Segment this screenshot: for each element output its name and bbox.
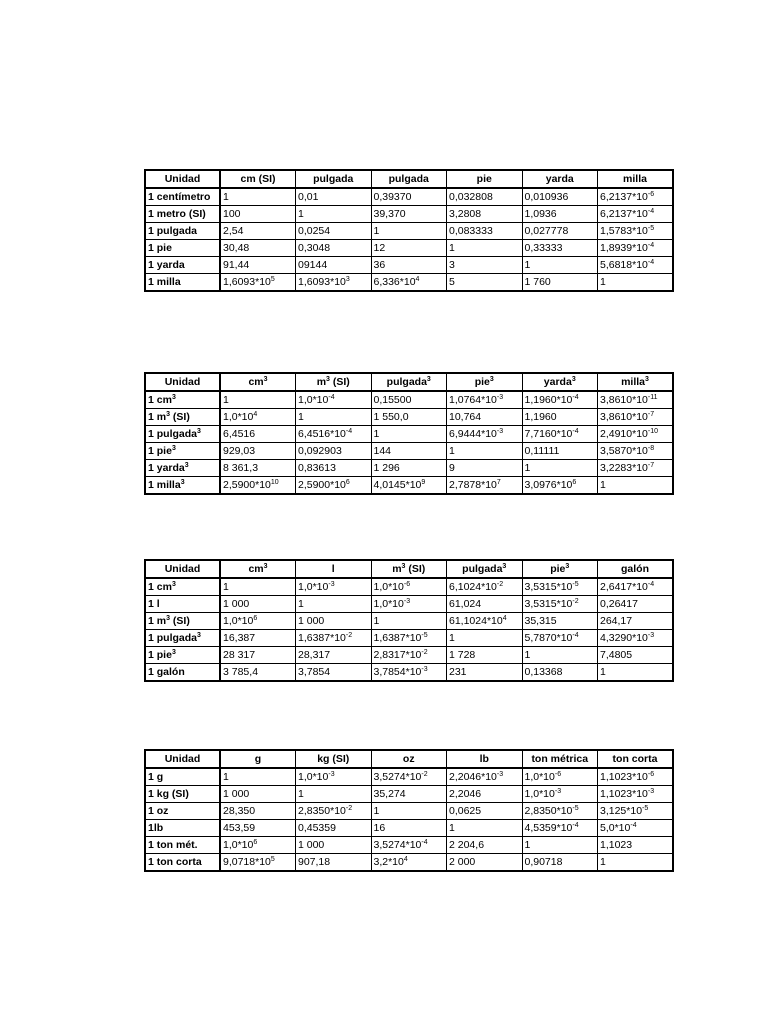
table-cell: 3,7854 xyxy=(296,664,372,682)
table-cell: $3,5274*10^{-4}$ xyxy=(371,837,447,854)
table-cell: $2,8317*10^{-2}$ xyxy=(371,647,447,664)
table-cell: 1 xyxy=(598,854,674,872)
table-cell: 7,4805 xyxy=(598,647,674,664)
table-cell: $2,7878*10^7$ xyxy=(447,477,523,495)
table-cell: $2,5900*10^{10}$ xyxy=(220,477,296,495)
row-label: 1 ton corta xyxy=(145,854,220,872)
table-cell: 1 000 xyxy=(296,613,372,630)
table-cell: $6,9444*10^{-3}$ xyxy=(447,426,523,443)
table-header-row xyxy=(145,750,673,768)
table-cell: 1 xyxy=(296,596,372,613)
table-cell: $3,125*10^{-5}$ xyxy=(598,803,674,820)
row-label: 1 ton mét. xyxy=(145,837,220,854)
table-cell: 0,45359 xyxy=(296,820,372,837)
table-cell: $3,5274*10^{-2}$ xyxy=(371,768,447,786)
table-cell: $3,0976*10^6$ xyxy=(522,477,598,495)
column-header: $m^3$ (SI) xyxy=(371,560,447,578)
table-cell: 30,48 xyxy=(220,240,296,257)
table-header-row xyxy=(145,373,673,391)
table-row xyxy=(145,854,673,872)
table-cell: 0,83613 xyxy=(296,460,372,477)
table-cell: 1 xyxy=(371,803,447,820)
table-cell: 907,18 xyxy=(296,854,372,872)
table-cell: $1,0764*10^{-3}$ xyxy=(447,391,523,409)
table-row xyxy=(145,596,673,613)
column-header: cm (SI) xyxy=(220,170,296,188)
row-label: 1 pie xyxy=(145,240,220,257)
table-cell: 16,387 xyxy=(220,630,296,647)
table-cell: 100 xyxy=(220,206,296,223)
table-cell: $1,0*10^{-6}$ xyxy=(371,578,447,596)
column-header: pie$^3$ xyxy=(522,560,598,578)
table-cell: 1 728 xyxy=(447,647,523,664)
length-conversion-table xyxy=(144,169,674,292)
table-cell: $3,2*10^4$ xyxy=(371,854,447,872)
table-cell: 0,01 xyxy=(296,188,372,206)
table-cell: $1,1023*10^{-3}$ xyxy=(598,786,674,803)
table-cell: $1,6387*10^{-2}$ xyxy=(296,630,372,647)
row-label: 1lb xyxy=(145,820,220,837)
table-cell: $3,2283*10^{-7}$ xyxy=(598,460,674,477)
table-cell: $1,0*10^{-3}$ xyxy=(296,768,372,786)
table-cell: $7,7160*10^{-4}$ xyxy=(522,426,598,443)
table-cell: 28,350 xyxy=(220,803,296,820)
table-cell: 0,15500 xyxy=(371,391,447,409)
table-cell: $1,0*10^{-4}$ xyxy=(296,391,372,409)
table-cell: 1 xyxy=(220,578,296,596)
table-cell: 0,010936 xyxy=(522,188,598,206)
table-cell: 8 361,3 xyxy=(220,460,296,477)
column-header: pie$^3$ xyxy=(447,373,523,391)
table-cell: 1 xyxy=(371,223,447,240)
table-cell: $4,3290*10^{-3}$ xyxy=(598,630,674,647)
table-cell: 144 xyxy=(371,443,447,460)
table-row xyxy=(145,837,673,854)
table-cell: $1,6093*10^3$ xyxy=(296,274,372,292)
column-header: lb xyxy=(447,750,523,768)
row-label: 1 metro (SI) xyxy=(145,206,220,223)
row-label: 1 pie$^3$ xyxy=(145,647,220,664)
column-header: pulgada xyxy=(296,170,372,188)
table-cell: 3 xyxy=(447,257,523,274)
mass-conversion-table xyxy=(144,749,674,872)
column-header: milla xyxy=(598,170,674,188)
table-cell: 36 xyxy=(371,257,447,274)
column-header: pulgada$^3$ xyxy=(371,373,447,391)
table-cell: 0,083333 xyxy=(447,223,523,240)
table-cell: $4,0145*10^9$ xyxy=(371,477,447,495)
table-cell: $6,4516*10^{-4}$ xyxy=(296,426,372,443)
table-cell: 0,092903 xyxy=(296,443,372,460)
table-row xyxy=(145,613,673,630)
table-cell: $2,8350*10^{-5}$ xyxy=(522,803,598,820)
table-cell: $6,1024*10^{-2}$ xyxy=(447,578,523,596)
column-header: pulgada$^3$ xyxy=(447,560,523,578)
table-cell: 0,0254 xyxy=(296,223,372,240)
column-header: Unidad xyxy=(145,373,220,391)
table-cell: $5,0*10^{-4}$ xyxy=(598,820,674,837)
column-header: ton métrica xyxy=(522,750,598,768)
table-cell: 1 550,0 xyxy=(371,409,447,426)
table-cell: 1 xyxy=(296,786,372,803)
column-header: kg (SI) xyxy=(296,750,372,768)
table-cell: $1,5783*10^{-5}$ xyxy=(598,223,674,240)
row-label: 1 milla$^3$ xyxy=(145,477,220,495)
table-cell: $6,336*10^4$ xyxy=(371,274,447,292)
column-header: g xyxy=(220,750,296,768)
column-header: $cm^3$ xyxy=(220,373,296,391)
row-label: 1 pie$^3$ xyxy=(145,443,220,460)
table-cell: 1 xyxy=(447,240,523,257)
table-row xyxy=(145,460,673,477)
row-label: 1 milla xyxy=(145,274,220,292)
row-label: 1 yarda xyxy=(145,257,220,274)
table-cell: 1,1960 xyxy=(522,409,598,426)
table-row xyxy=(145,803,673,820)
table-cell: 35,274 xyxy=(371,786,447,803)
table-cell: $1,1960*10^{-4}$ xyxy=(522,391,598,409)
table-cell: $6,2137*10^{-6}$ xyxy=(598,188,674,206)
table-cell: 1 xyxy=(371,426,447,443)
table-cell: 2 204,6 xyxy=(447,837,523,854)
table-cell: 1 xyxy=(296,206,372,223)
table-cell: 929,03 xyxy=(220,443,296,460)
column-header: l xyxy=(296,560,372,578)
table-row xyxy=(145,820,673,837)
table-cell: $4,5359*10^{-4}$ xyxy=(522,820,598,837)
table-cell: 12 xyxy=(371,240,447,257)
table-cell: $2,4910*10^{-10}$ xyxy=(598,426,674,443)
table-row xyxy=(145,274,673,292)
column-header: $cm^3$ xyxy=(220,560,296,578)
table-cell: 09144 xyxy=(296,257,372,274)
table-cell: 5 xyxy=(447,274,523,292)
row-label: 1 $cm^3$ xyxy=(145,578,220,596)
table-cell: $1,0*10^{-3}$ xyxy=(296,578,372,596)
table-row xyxy=(145,630,673,647)
table-cell: 1 xyxy=(220,188,296,206)
table-cell: $3,7854*10^{-3}$ xyxy=(371,664,447,682)
table-header-row xyxy=(145,170,673,188)
table-cell: 0,13368 xyxy=(522,664,598,682)
table-cell: $5,6818*10^{-4}$ xyxy=(598,257,674,274)
table-cell: 1 xyxy=(447,630,523,647)
table-cell: 1 xyxy=(522,647,598,664)
table-cell: 0,39370 xyxy=(371,188,447,206)
table-cell: 1 xyxy=(447,443,523,460)
table-row xyxy=(145,768,673,786)
table-cell: $1,0*10^{-3}$ xyxy=(371,596,447,613)
table-cell: 16 xyxy=(371,820,447,837)
column-header: pie xyxy=(447,170,523,188)
table-cell: 0,027778 xyxy=(522,223,598,240)
table-cell: 264,17 xyxy=(598,613,674,630)
table-row xyxy=(145,477,673,495)
table-cell: 1,0936 xyxy=(522,206,598,223)
table-cell: 6,4516 xyxy=(220,426,296,443)
table-cell: 3,2808 xyxy=(447,206,523,223)
column-header: Unidad xyxy=(145,750,220,768)
table-cell: $3,5315*10^{-5}$ xyxy=(522,578,598,596)
table-cell: 0,3048 xyxy=(296,240,372,257)
column-header: $m^3$ (SI) xyxy=(296,373,372,391)
table-cell: 10,764 xyxy=(447,409,523,426)
table-cell: 1 xyxy=(522,460,598,477)
volume-conversion-table xyxy=(144,559,674,682)
column-header: yarda xyxy=(522,170,598,188)
table-cell: $2,8350*10^{-2}$ xyxy=(296,803,372,820)
table-cell: 91,44 xyxy=(220,257,296,274)
table-cell: 1,1023 xyxy=(598,837,674,854)
row-label: 1 yarda$^3$ xyxy=(145,460,220,477)
row-label: 1 kg (SI) xyxy=(145,786,220,803)
column-header: milla$^3$ xyxy=(598,373,674,391)
table-cell: 1 xyxy=(296,409,372,426)
table-cell: 1 xyxy=(371,613,447,630)
table-cell: $1,6387*10^{-5}$ xyxy=(371,630,447,647)
column-header: pulgada xyxy=(371,170,447,188)
table-cell: 35,315 xyxy=(522,613,598,630)
table-cell: 1 000 xyxy=(220,786,296,803)
table-cell: 1 xyxy=(598,664,674,682)
table-cell: $3,5315*10^{-2}$ xyxy=(522,596,598,613)
table-cell: 1 xyxy=(220,391,296,409)
row-label: 1 pulgada$^3$ xyxy=(145,426,220,443)
table-cell: 231 xyxy=(447,664,523,682)
table-cell: $1,6093*10^5$ xyxy=(220,274,296,292)
table-cell: $1,1023*10^{-6}$ xyxy=(598,768,674,786)
table-cell: $2,5900*10^6$ xyxy=(296,477,372,495)
table-cell: 1 xyxy=(522,257,598,274)
area-conversion-table xyxy=(144,372,674,495)
table-cell: 2 000 xyxy=(447,854,523,872)
table-cell: 3 785,4 xyxy=(220,664,296,682)
row-label: 1 $m^3$ (SI) xyxy=(145,613,220,630)
table-cell: $3,5870*10^{-8}$ xyxy=(598,443,674,460)
row-label: 1 $cm^3$ xyxy=(145,391,220,409)
table-row xyxy=(145,664,673,682)
table-cell: 1 xyxy=(598,274,674,292)
table-cell: 1 000 xyxy=(220,596,296,613)
table-cell: 0,33333 xyxy=(522,240,598,257)
table-cell: 0,26417 xyxy=(598,596,674,613)
table-cell: 1 760 xyxy=(522,274,598,292)
table-cell: 2,2046 xyxy=(447,786,523,803)
table-cell: $5,7870*10^{-4}$ xyxy=(522,630,598,647)
table-cell: $1,0*10^6$ xyxy=(220,837,296,854)
table-cell: $1,0*10^{-6}$ xyxy=(522,768,598,786)
table-cell: 1 000 xyxy=(296,837,372,854)
table-cell: 0,11111 xyxy=(522,443,598,460)
row-label: 1 oz xyxy=(145,803,220,820)
table-row xyxy=(145,188,673,206)
column-header: yarda$^3$ xyxy=(522,373,598,391)
table-cell: 2,54 xyxy=(220,223,296,240)
row-label: 1 centímetro xyxy=(145,188,220,206)
table-cell: 0,90718 xyxy=(522,854,598,872)
table-cell: 1 xyxy=(220,768,296,786)
table-row xyxy=(145,426,673,443)
table-cell: 1 xyxy=(598,477,674,495)
table-row xyxy=(145,257,673,274)
table-row xyxy=(145,647,673,664)
row-label: 1 pulgada xyxy=(145,223,220,240)
table-cell: $6,2137*10^{-4}$ xyxy=(598,206,674,223)
row-label: 1 $m^3$ (SI) xyxy=(145,409,220,426)
column-header: galón xyxy=(598,560,674,578)
row-label: 1 galón xyxy=(145,664,220,682)
table-row xyxy=(145,578,673,596)
table-header-row xyxy=(145,560,673,578)
table-cell: $2,6417*10^{-4}$ xyxy=(598,578,674,596)
table-cell: 28 317 xyxy=(220,647,296,664)
table-cell: 28,317 xyxy=(296,647,372,664)
table-cell: $1,0*10^{-3}$ xyxy=(522,786,598,803)
table-row xyxy=(145,240,673,257)
table-cell: $3,8610*10^{-11}$ xyxy=(598,391,674,409)
table-cell: $3,8610*10^{-7}$ xyxy=(598,409,674,426)
table-cell: $1,8939*10^{-4}$ xyxy=(598,240,674,257)
table-cell: 1 xyxy=(522,837,598,854)
table-cell: 39,370 xyxy=(371,206,447,223)
row-label: 1 l xyxy=(145,596,220,613)
table-cell: 1 296 xyxy=(371,460,447,477)
table-cell: $2,2046*10^{-3}$ xyxy=(447,768,523,786)
table-cell: 9 xyxy=(447,460,523,477)
table-cell: $9,0718*10^5$ xyxy=(220,854,296,872)
row-label: 1 pulgada$^3$ xyxy=(145,630,220,647)
table-cell: 0,032808 xyxy=(447,188,523,206)
table-row xyxy=(145,786,673,803)
table-row xyxy=(145,206,673,223)
table-cell: 453,59 xyxy=(220,820,296,837)
column-header: Unidad xyxy=(145,560,220,578)
table-cell: $61,1024*10^4$ xyxy=(447,613,523,630)
table-cell: 1 xyxy=(447,820,523,837)
table-cell: $1,0*10^4$ xyxy=(220,409,296,426)
table-cell: $1,0*10^6$ xyxy=(220,613,296,630)
table-cell: 0,0625 xyxy=(447,803,523,820)
row-label: 1 g xyxy=(145,768,220,786)
table-row xyxy=(145,223,673,240)
column-header: oz xyxy=(371,750,447,768)
table-row xyxy=(145,409,673,426)
column-header: Unidad xyxy=(145,170,220,188)
table-row xyxy=(145,443,673,460)
table-cell: 61,024 xyxy=(447,596,523,613)
table-row xyxy=(145,391,673,409)
column-header: ton corta xyxy=(598,750,674,768)
